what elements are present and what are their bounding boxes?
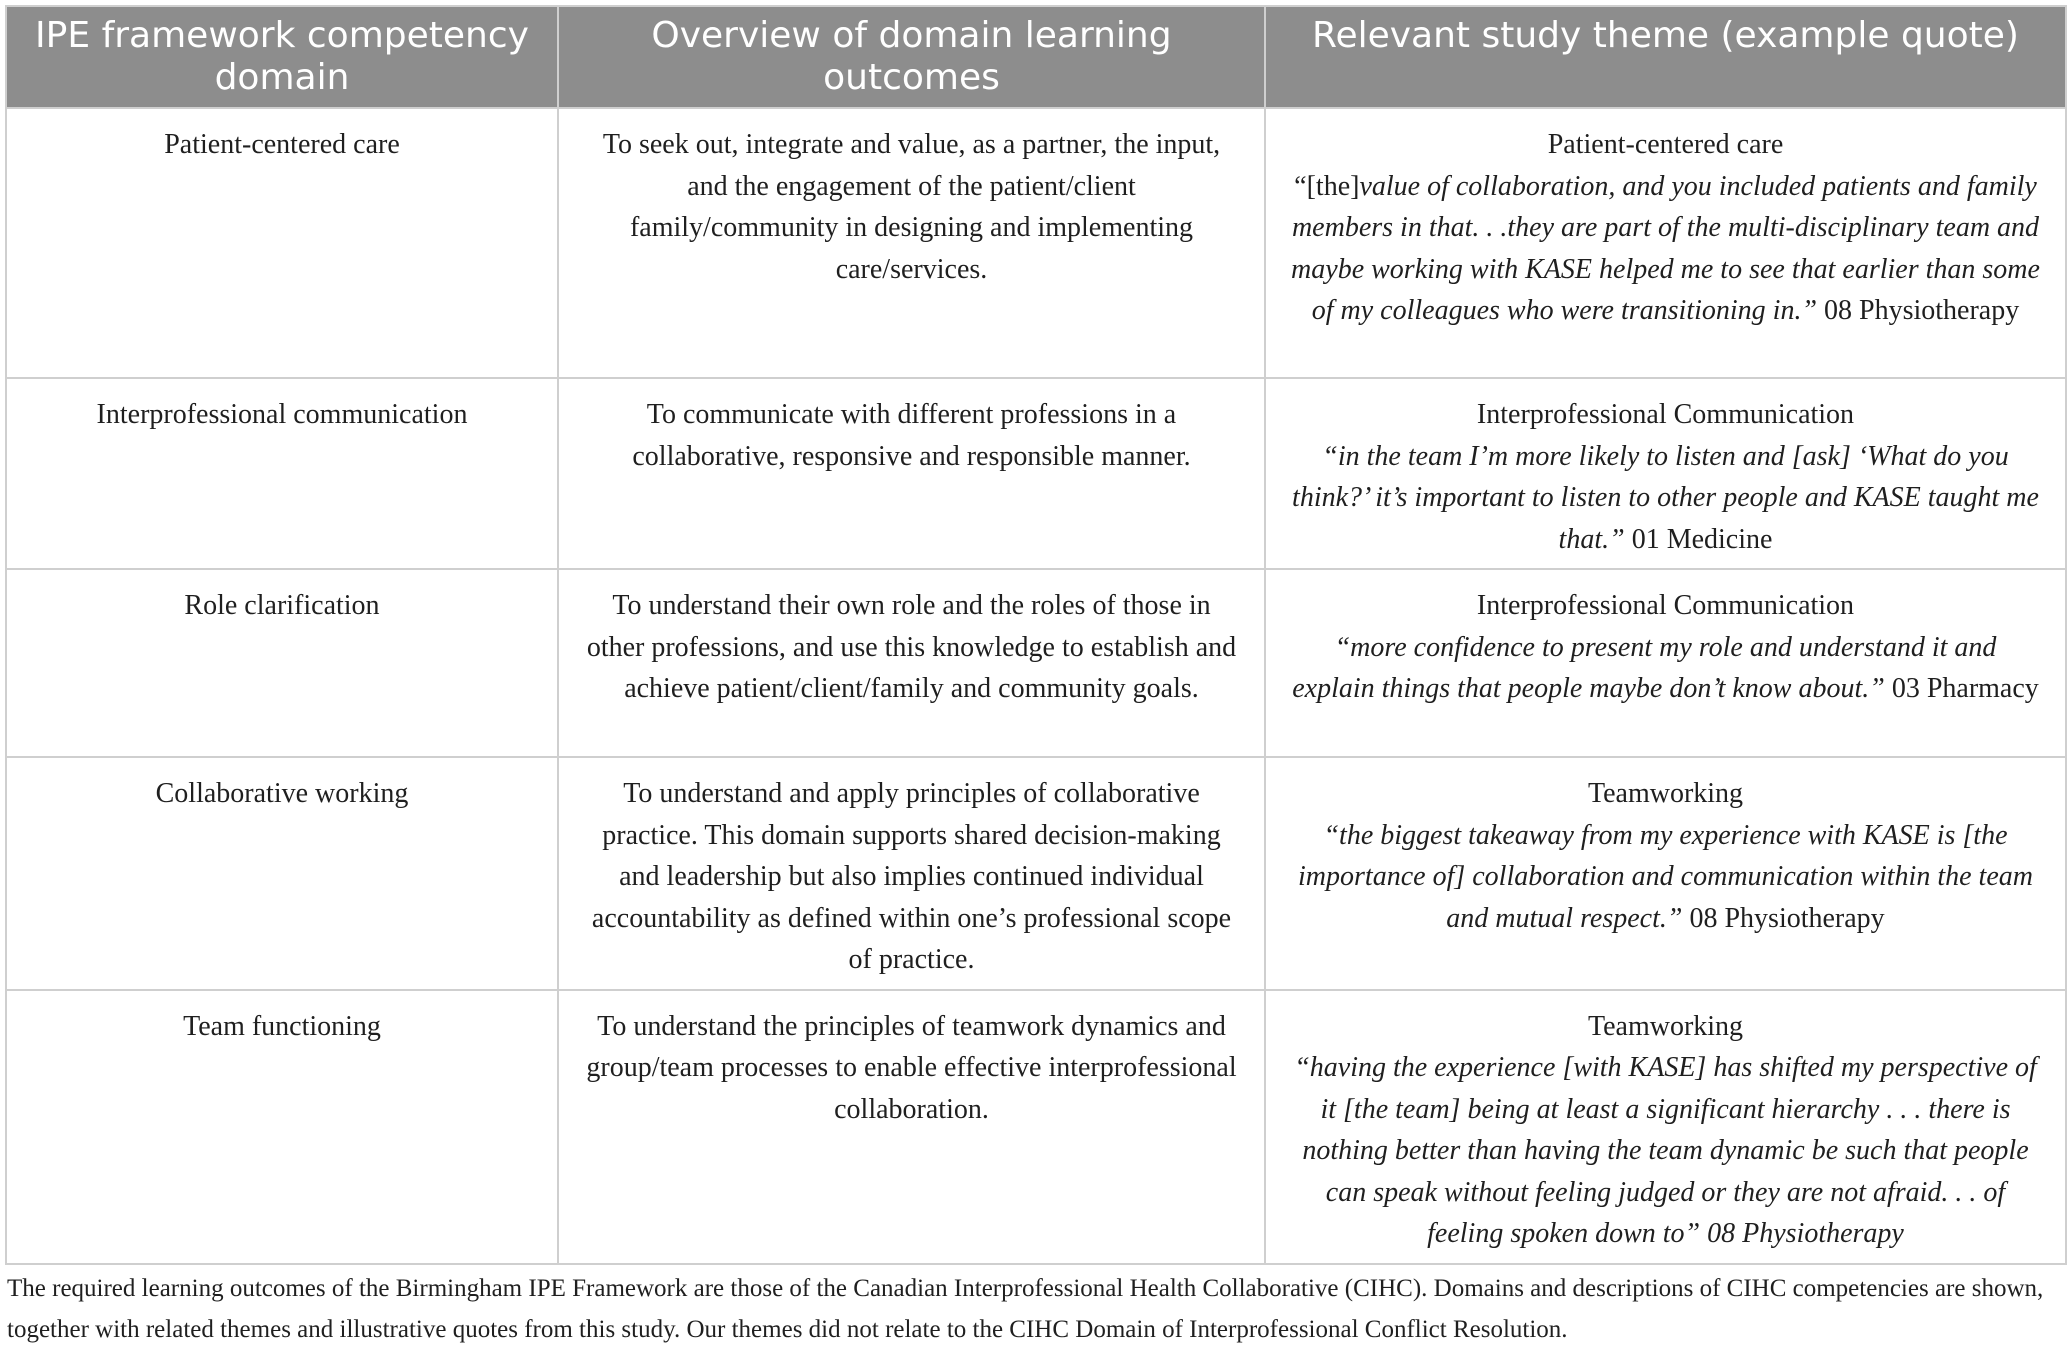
- quote-prefix: “[the]: [1294, 170, 1360, 202]
- domain-cell: Team functioning: [6, 990, 558, 1264]
- overview-cell: To understand their own role and the roles of those in other professions, and use this knowledge to establish and achieve patient/client/family and community goals.: [558, 569, 1265, 757]
- header-competency-domain: IPE framework competency domain: [6, 6, 558, 108]
- domain-cell: Interprofessional communication: [6, 378, 558, 569]
- quote-attribution: 08 Physiotherapy: [1682, 902, 1885, 934]
- quote-attribution: 01 Medicine: [1624, 523, 1773, 555]
- example-quote: “more confidence to present my role and understand it and explain things that people maybe don’t know about.”: [1292, 631, 1997, 704]
- theme-label: Teamworking: [1587, 1010, 1744, 1042]
- example-quote: “in the team I’m more likely to listen and [ask] ‘What do you think?’ it’s important to listen to other people and KASE taught me that.”: [1292, 440, 2039, 555]
- theme-cell: [1265, 757, 2066, 990]
- competency-table-container: [5, 5, 2065, 1265]
- competency-table: [5, 5, 2067, 1265]
- table-row: [6, 108, 2066, 378]
- theme-cell: [1265, 990, 2066, 1264]
- header-learning-outcomes: Overview of domain learning outcomes: [558, 6, 1265, 108]
- table-body: [6, 108, 2066, 1264]
- example-quote: “having the experience [with KASE] has shifted my perspective of it [the team] being at least a significant hierarchy . . . there is nothing better than having the team dynamic be such that people can speak without feeling judged or they are not afraid. . . of feeling spoken down to” 08 Physiotherapy: [1294, 1052, 2037, 1249]
- theme-cell: [1265, 569, 2066, 757]
- overview-cell: To seek out, integrate and value, as a partner, the input, and the engagement of the patient/client family/community in designing and implementing care/services.: [558, 108, 1265, 378]
- domain-cell: Role clarification: [6, 569, 558, 757]
- example-quote: value of collaboration, and you included patients and family members in that. . .they are part of the multi-disciplinary team and maybe working with KASE helped me to see that earlier than some of my colleagues who were transitioning in.”: [1291, 170, 2040, 326]
- table-row: [6, 990, 2066, 1264]
- domain-cell: Collaborative working: [6, 757, 558, 990]
- overview-cell: To understand the principles of teamwork dynamics and group/team processes to enable effective interprofessional collaboration.: [558, 990, 1265, 1264]
- header-row: [6, 6, 2066, 108]
- example-quote: “the biggest takeaway from my experience with KASE is [the importance of] collaboration and communication within the team and mutual respect.”: [1298, 819, 2033, 934]
- theme-cell: [1265, 108, 2066, 378]
- overview-cell: To understand and apply principles of collaborative practice. This domain supports shared decision-making and leadership but also implies continued individual accountability as defined within one’s professional scope of practice.: [558, 757, 1265, 990]
- header-study-theme: Relevant study theme (example quote): [1265, 6, 2066, 108]
- theme-label: Interprofessional Communication: [1476, 399, 1855, 430]
- domain-cell: Patient-centered care: [6, 108, 558, 378]
- quote-attribution: 08 Physiotherapy: [1817, 295, 2020, 326]
- table-footnote: The required learning outcomes of the Birmingham IPE Framework are those of the Canadian Interprofessional Health Collaborative (CIHC). Domains and descriptions of CIHC competencies are shown, together with related themes and illustrative quotes from this study. Our themes did not relate to the CIHC Domain of Interprofessional Conflict Resolution.: [7, 1275, 2044, 1343]
- quote-attribution: 03 Pharmacy: [1884, 673, 2039, 704]
- theme-label: Patient-centered care: [1547, 129, 1784, 160]
- theme-label: Teamworking: [1587, 778, 1744, 809]
- theme-label: Interprofessional Communication: [1476, 590, 1855, 621]
- table-row: [6, 378, 2066, 569]
- table-header: [6, 6, 2066, 108]
- table-row: [6, 569, 2066, 757]
- table-row: [6, 757, 2066, 990]
- overview-cell: To communicate with different professions in a collaborative, responsive and responsible manner.: [558, 378, 1265, 569]
- theme-cell: [1265, 378, 2066, 569]
